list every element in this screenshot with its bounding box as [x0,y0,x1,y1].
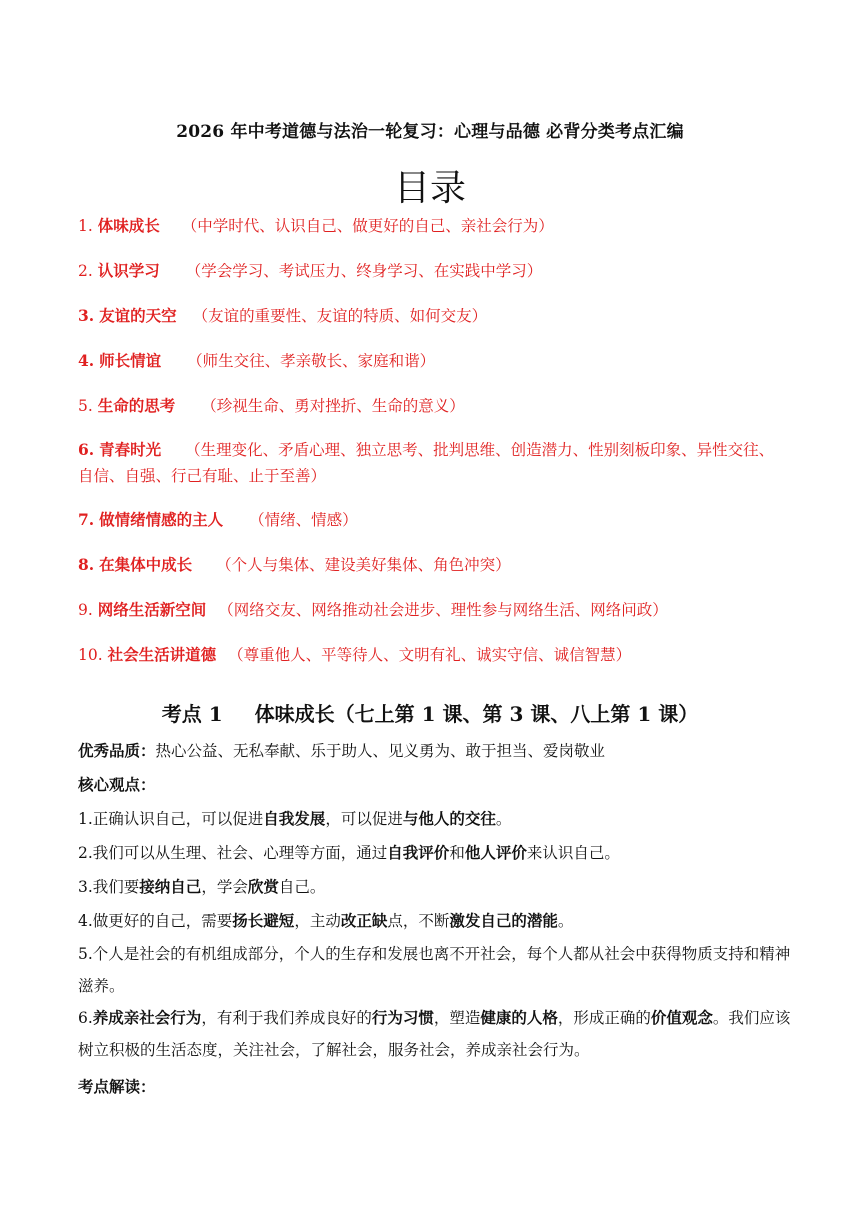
point-4: 4.做更好的自己，需要扬长避短，主动改正缺点，不断激发自己的潜能。 [78,911,574,930]
toc-item[interactable] [78,392,788,420]
document-title: 2026 年中考道德与法治一轮复习：心理与品德 必背分类考点汇编 [176,122,684,142]
analysis-label: 考点解读： [78,1077,156,1096]
toc-item[interactable] [78,437,788,489]
point-2: 2.我们可以从生理、社会、心理等方面，通过自我评价和他人评价来认识自己。 [78,843,620,862]
toc-item-name: 体味成长 [97,216,160,235]
section-title: 体味成长（七上第 1 课、第 3 课、八上第 1 课） [254,702,699,726]
toc-item-number: 3. [78,306,95,325]
toc-item[interactable] [78,551,788,579]
point-1: 1.正确认识自己，可以促进自我发展，可以促进与他人的交往。 [78,809,512,828]
toc-item-name: 社会生活讲道德 [107,645,217,664]
toc-item-number: 7. [78,510,95,529]
core-label: 核心观点： [78,775,156,794]
toc-item-desc: （中学时代、认识自己、做更好的自己、亲社会行为） [181,217,554,235]
toc-item-desc: （珍视生命、勇对挫折、生命的意义） [201,397,465,415]
toc-item-desc: （尊重他人、平等待人、文明有礼、诚实守信、诚信智慧） [228,646,632,664]
toc-item-desc: （网络交友、网络推动社会进步、理性参与网络生活、网络问政） [218,601,668,619]
toc-item[interactable] [78,257,788,285]
toc-item-name: 做情绪情感的主人 [99,510,224,529]
table-of-contents [78,212,788,686]
toc-item-name: 友谊的天空 [99,306,177,325]
toc-item[interactable] [78,596,788,624]
toc-item[interactable] [78,212,788,240]
toc-item-name: 青春时光 [99,440,162,459]
toc-item-name: 生命的思考 [97,396,176,415]
toc-item[interactable] [78,506,788,534]
toc-item-desc: （友谊的重要性、友谊的特质、如何交友） [192,307,488,325]
toc-item[interactable] [78,641,788,669]
toc-item-number: 4. [78,351,95,370]
point-5: 5.个人是社会的有机组成部分，个人的生存和发展也离不开社会，每个人都从社会中获得物质支持和精神滋养。 [78,945,791,995]
toc-item-desc: （个人与集体、建设美好集体、角色冲突） [216,556,511,574]
qualities-line [78,734,793,768]
section-heading [0,698,860,727]
section-body [78,734,793,1104]
toc-item-name: 在集体中成长 [99,555,193,574]
toc-item-name: 师长情谊 [99,351,162,370]
toc-item-number: 10. [78,646,103,664]
toc-item-desc: （生理变化、矛盾心理、独立思考、批判思维、创造潜力、性别刻板印象、异性交往、自信、自强、行己有耻、止于至善） [78,441,775,485]
toc-item-number: 2. [78,262,93,280]
toc-item-desc: （学会学习、考试压力、终身学习、在实践中学习） [185,262,543,280]
toc-item-desc: （师生交往、孝亲敬长、家庭和谐） [187,352,436,370]
toc-heading: 目录 [393,168,466,209]
qualities-label: 优秀品质： [78,741,156,760]
toc-item-number: 9. [78,601,93,619]
toc-item-name: 认识学习 [97,261,160,280]
toc-item-number: 5. [78,397,93,415]
toc-item-number: 6. [78,440,95,459]
point-6: 6.养成亲社会行为，有利于我们养成良好的行为习惯，塑造健康的人格，形成正确的价值观念。我们应该树立积极的生活态度，关注社会，了解社会，服务社会，养成亲社会行为。 [78,1008,791,1059]
toc-item-number: 8. [78,555,95,574]
toc-item[interactable] [78,302,788,330]
point-3: 3.我们要接纳自己，学会欣赏自己。 [78,877,326,896]
toc-item-name: 网络生活新空间 [97,600,207,619]
toc-item[interactable] [78,347,788,375]
toc-item-desc: （情绪、情感） [249,511,358,529]
qualities-text: 热心公益、无私奉献、乐于助人、见义勇为、敢于担当、爱岗敬业 [155,742,606,760]
toc-item-number: 1. [78,217,93,235]
section-label: 考点 1 [161,702,223,726]
